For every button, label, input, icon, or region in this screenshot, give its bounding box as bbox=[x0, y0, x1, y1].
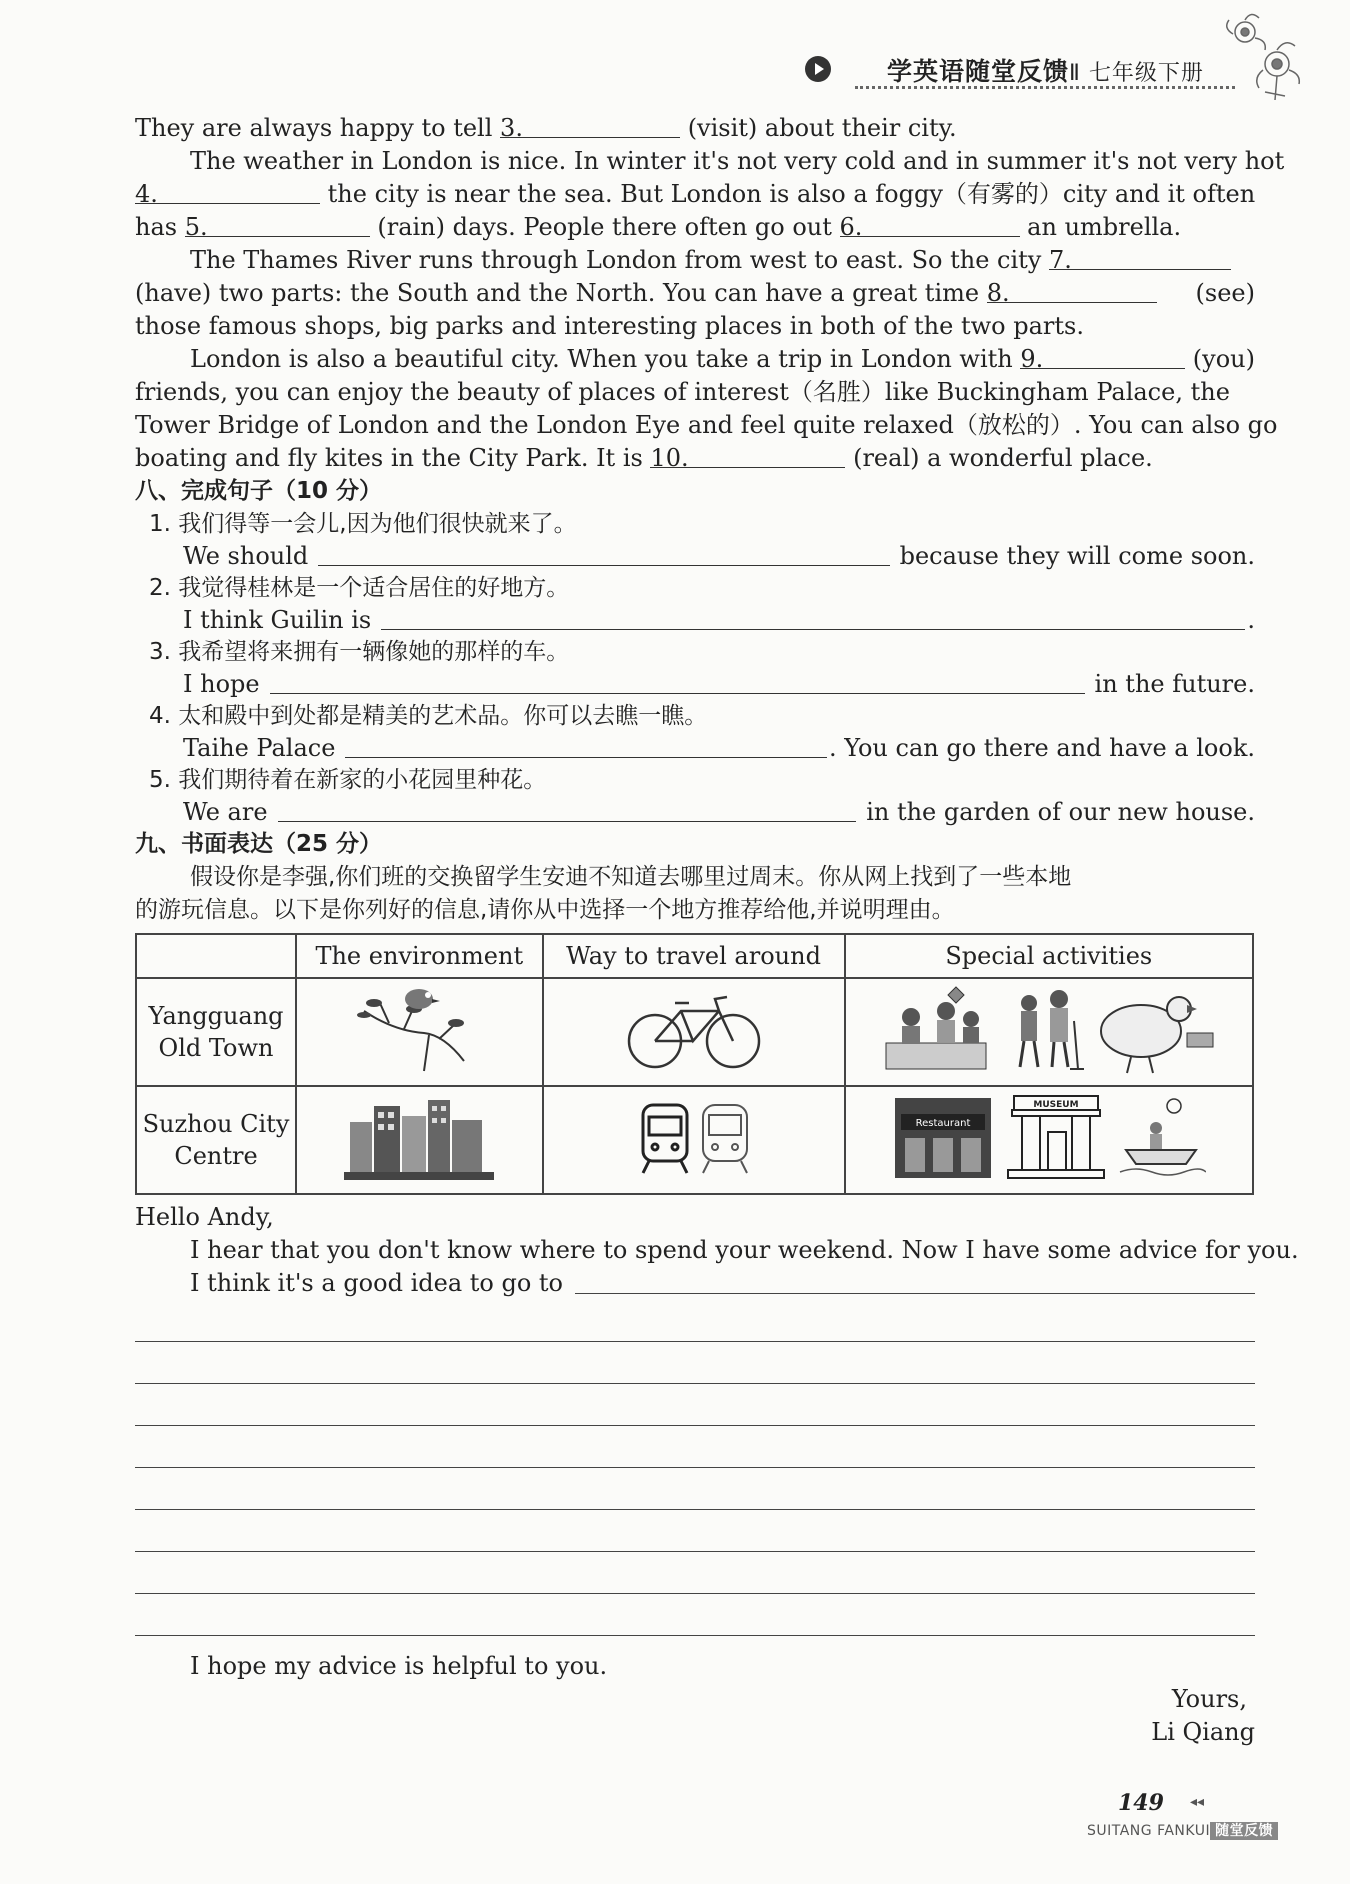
travel-info-table bbox=[135, 933, 1254, 1195]
question-3-chinese: 3. 我希望将来拥有一辆像她的那样的车。 bbox=[149, 639, 570, 665]
passage-line: (have) two parts: the South and the North. You can have a great time 8. (see) bbox=[135, 279, 1255, 307]
answer-line-5[interactable] bbox=[278, 802, 857, 822]
passage-line: boating and fly kites in the City Park. It is 10. (real) a wonderful place. bbox=[135, 444, 1153, 472]
table-corner bbox=[136, 934, 296, 978]
question-1-english: We should because they will come soon. bbox=[183, 542, 1255, 570]
header-travel-way: Way to travel around bbox=[543, 934, 845, 978]
writing-line[interactable] bbox=[135, 1510, 1255, 1552]
passage-line: They are always happy to tell 3. (visit) about their city. bbox=[135, 114, 957, 142]
answer-line-4[interactable] bbox=[345, 738, 827, 758]
question-1-chinese: 1. 我们得等一会儿,因为他们很快就来了。 bbox=[149, 511, 577, 537]
passage-line: friends, you can enjoy the beauty of places of interest（名胜）like Buckingham Palace, the bbox=[135, 378, 1230, 406]
header-divider bbox=[855, 86, 1235, 89]
header-activities: Special activities bbox=[845, 934, 1253, 978]
writing-line[interactable] bbox=[135, 1426, 1255, 1468]
answer-line-2[interactable] bbox=[381, 610, 1245, 630]
section-8-title: 八、完成句子（10 分） bbox=[135, 478, 383, 504]
cell-trains bbox=[543, 1086, 845, 1194]
answer-line-1[interactable] bbox=[318, 546, 889, 566]
page-content bbox=[135, 112, 1299, 1749]
blank-5[interactable]: 5. bbox=[185, 211, 370, 237]
metro-train-icon bbox=[629, 1097, 759, 1177]
page-number: 149 bbox=[1118, 1790, 1164, 1816]
question-3-english: I hope in the future. bbox=[183, 670, 1255, 698]
passage-line: has 5. (rain) days. People there often go out 6. an umbrella. bbox=[135, 213, 1182, 241]
blank-4[interactable]: 4. bbox=[135, 178, 320, 204]
blank-10[interactable]: 10. bbox=[650, 442, 845, 468]
writing-line[interactable] bbox=[135, 1300, 1255, 1342]
question-4-english: Taihe Palace . You can go there and have a look. bbox=[183, 734, 1255, 762]
footer-badge: 随堂反馈 bbox=[1210, 1822, 1278, 1840]
passage-line: 4. the city is near the sea. But London is also a foggy（有雾的）city and it often bbox=[135, 180, 1256, 208]
question-4-chinese: 4. 太和殿中到处都是精美的艺术品。你可以去瞧一瞧。 bbox=[149, 703, 708, 729]
double-arrow-icon: ◂◂ bbox=[1190, 1794, 1205, 1810]
writing-prompt: 的游玩信息。以下是你列好的信息,请你从中选择一个地方推荐给他,并说明理由。 bbox=[135, 897, 955, 923]
museum-icon bbox=[1004, 1092, 1109, 1182]
tree-planting-icon bbox=[1004, 981, 1084, 1077]
cell-city-buildings bbox=[296, 1086, 543, 1194]
passage-line: Tower Bridge of London and the London Eye and feel quite relaxed（放松的）. You can also go bbox=[135, 411, 1278, 439]
writing-prompt: 假设你是李强,你们班的交换留学生安迪不知道去哪里过周末。你从网上找到了一些本地 bbox=[190, 864, 1072, 890]
passage-line: The Thames River runs through London from west to east. So the city 7. bbox=[135, 244, 1255, 277]
header-environment: The environment bbox=[296, 934, 543, 978]
letter-line: I hear that you don't know where to spend your weekend. Now I have some advice for you. bbox=[190, 1236, 1299, 1264]
letter-greeting: Hello Andy, bbox=[135, 1203, 274, 1231]
blank-3[interactable]: 3. bbox=[500, 112, 680, 138]
writing-line[interactable] bbox=[135, 1384, 1255, 1426]
passage-line: London is also a beautiful city. When you take a trip in London with 9. (you) bbox=[190, 345, 1255, 373]
blank-8[interactable]: 8. bbox=[987, 277, 1157, 303]
blank-7[interactable]: 7. bbox=[1049, 244, 1231, 270]
letter-line: I think it's a good idea to go to bbox=[135, 1267, 1255, 1300]
book-title: 学英语随堂反馈Ⅱ 七年级下册 bbox=[887, 57, 1204, 86]
section-9-title: 九、书面表达（25 分） bbox=[135, 831, 383, 857]
restaurant-icon bbox=[891, 1092, 996, 1182]
bicycle-icon bbox=[619, 981, 769, 1077]
letter-closing: I hope my advice is helpful to you. bbox=[190, 1652, 608, 1680]
cell-special-activities bbox=[845, 978, 1253, 1086]
play-icon bbox=[805, 56, 831, 82]
writing-line[interactable] bbox=[575, 1274, 1255, 1294]
row-header-suzhou: Suzhou City Centre bbox=[136, 1086, 296, 1194]
writing-line[interactable] bbox=[135, 1552, 1255, 1594]
boating-icon bbox=[1116, 1092, 1206, 1182]
footer-brand: SUITANG FANKUI 随堂反馈 bbox=[1087, 1820, 1278, 1840]
city-buildings-icon bbox=[344, 1092, 494, 1182]
answer-line-3[interactable] bbox=[270, 674, 1085, 694]
question-5-chinese: 5. 我们期待着在新家的小花园里种花。 bbox=[149, 767, 547, 793]
restaurant-sign: Restaurant bbox=[915, 1118, 971, 1129]
picnic-icon bbox=[876, 981, 996, 1077]
row-header-yangguang: Yangguang Old Town bbox=[136, 978, 296, 1086]
cell-city-activities bbox=[845, 1086, 1253, 1194]
question-5-english: We are in the garden of our new house. bbox=[183, 798, 1255, 826]
blank-9[interactable]: 9. bbox=[1020, 343, 1185, 369]
chicken-icon bbox=[1091, 981, 1221, 1077]
bird-on-branch-icon bbox=[344, 981, 494, 1077]
museum-sign: MUSEUM bbox=[1033, 1100, 1079, 1110]
question-2-chinese: 2. 我觉得桂林是一个适合居住的好地方。 bbox=[149, 575, 570, 601]
letter-template bbox=[135, 1201, 1299, 1749]
question-2-english: I think Guilin is . bbox=[183, 606, 1255, 634]
letter-signature: Li Qiang bbox=[1151, 1718, 1255, 1746]
letter-yours: Yours, bbox=[1171, 1685, 1247, 1713]
writing-line[interactable] bbox=[135, 1468, 1255, 1510]
blank-6[interactable]: 6. bbox=[840, 211, 1020, 237]
passage-line: The weather in London is nice. In winter it's not very cold and in summer it's not very hot bbox=[190, 147, 1285, 175]
passage-line: those famous shops, big parks and interesting places in both of the two parts. bbox=[135, 312, 1084, 340]
writing-line[interactable] bbox=[135, 1342, 1255, 1384]
cell-bird-on-branch bbox=[296, 978, 543, 1086]
writing-line[interactable] bbox=[135, 1594, 1255, 1636]
flower-decoration-icon bbox=[1215, 4, 1315, 104]
page-header bbox=[805, 44, 1235, 92]
cell-bicycle bbox=[543, 978, 845, 1086]
